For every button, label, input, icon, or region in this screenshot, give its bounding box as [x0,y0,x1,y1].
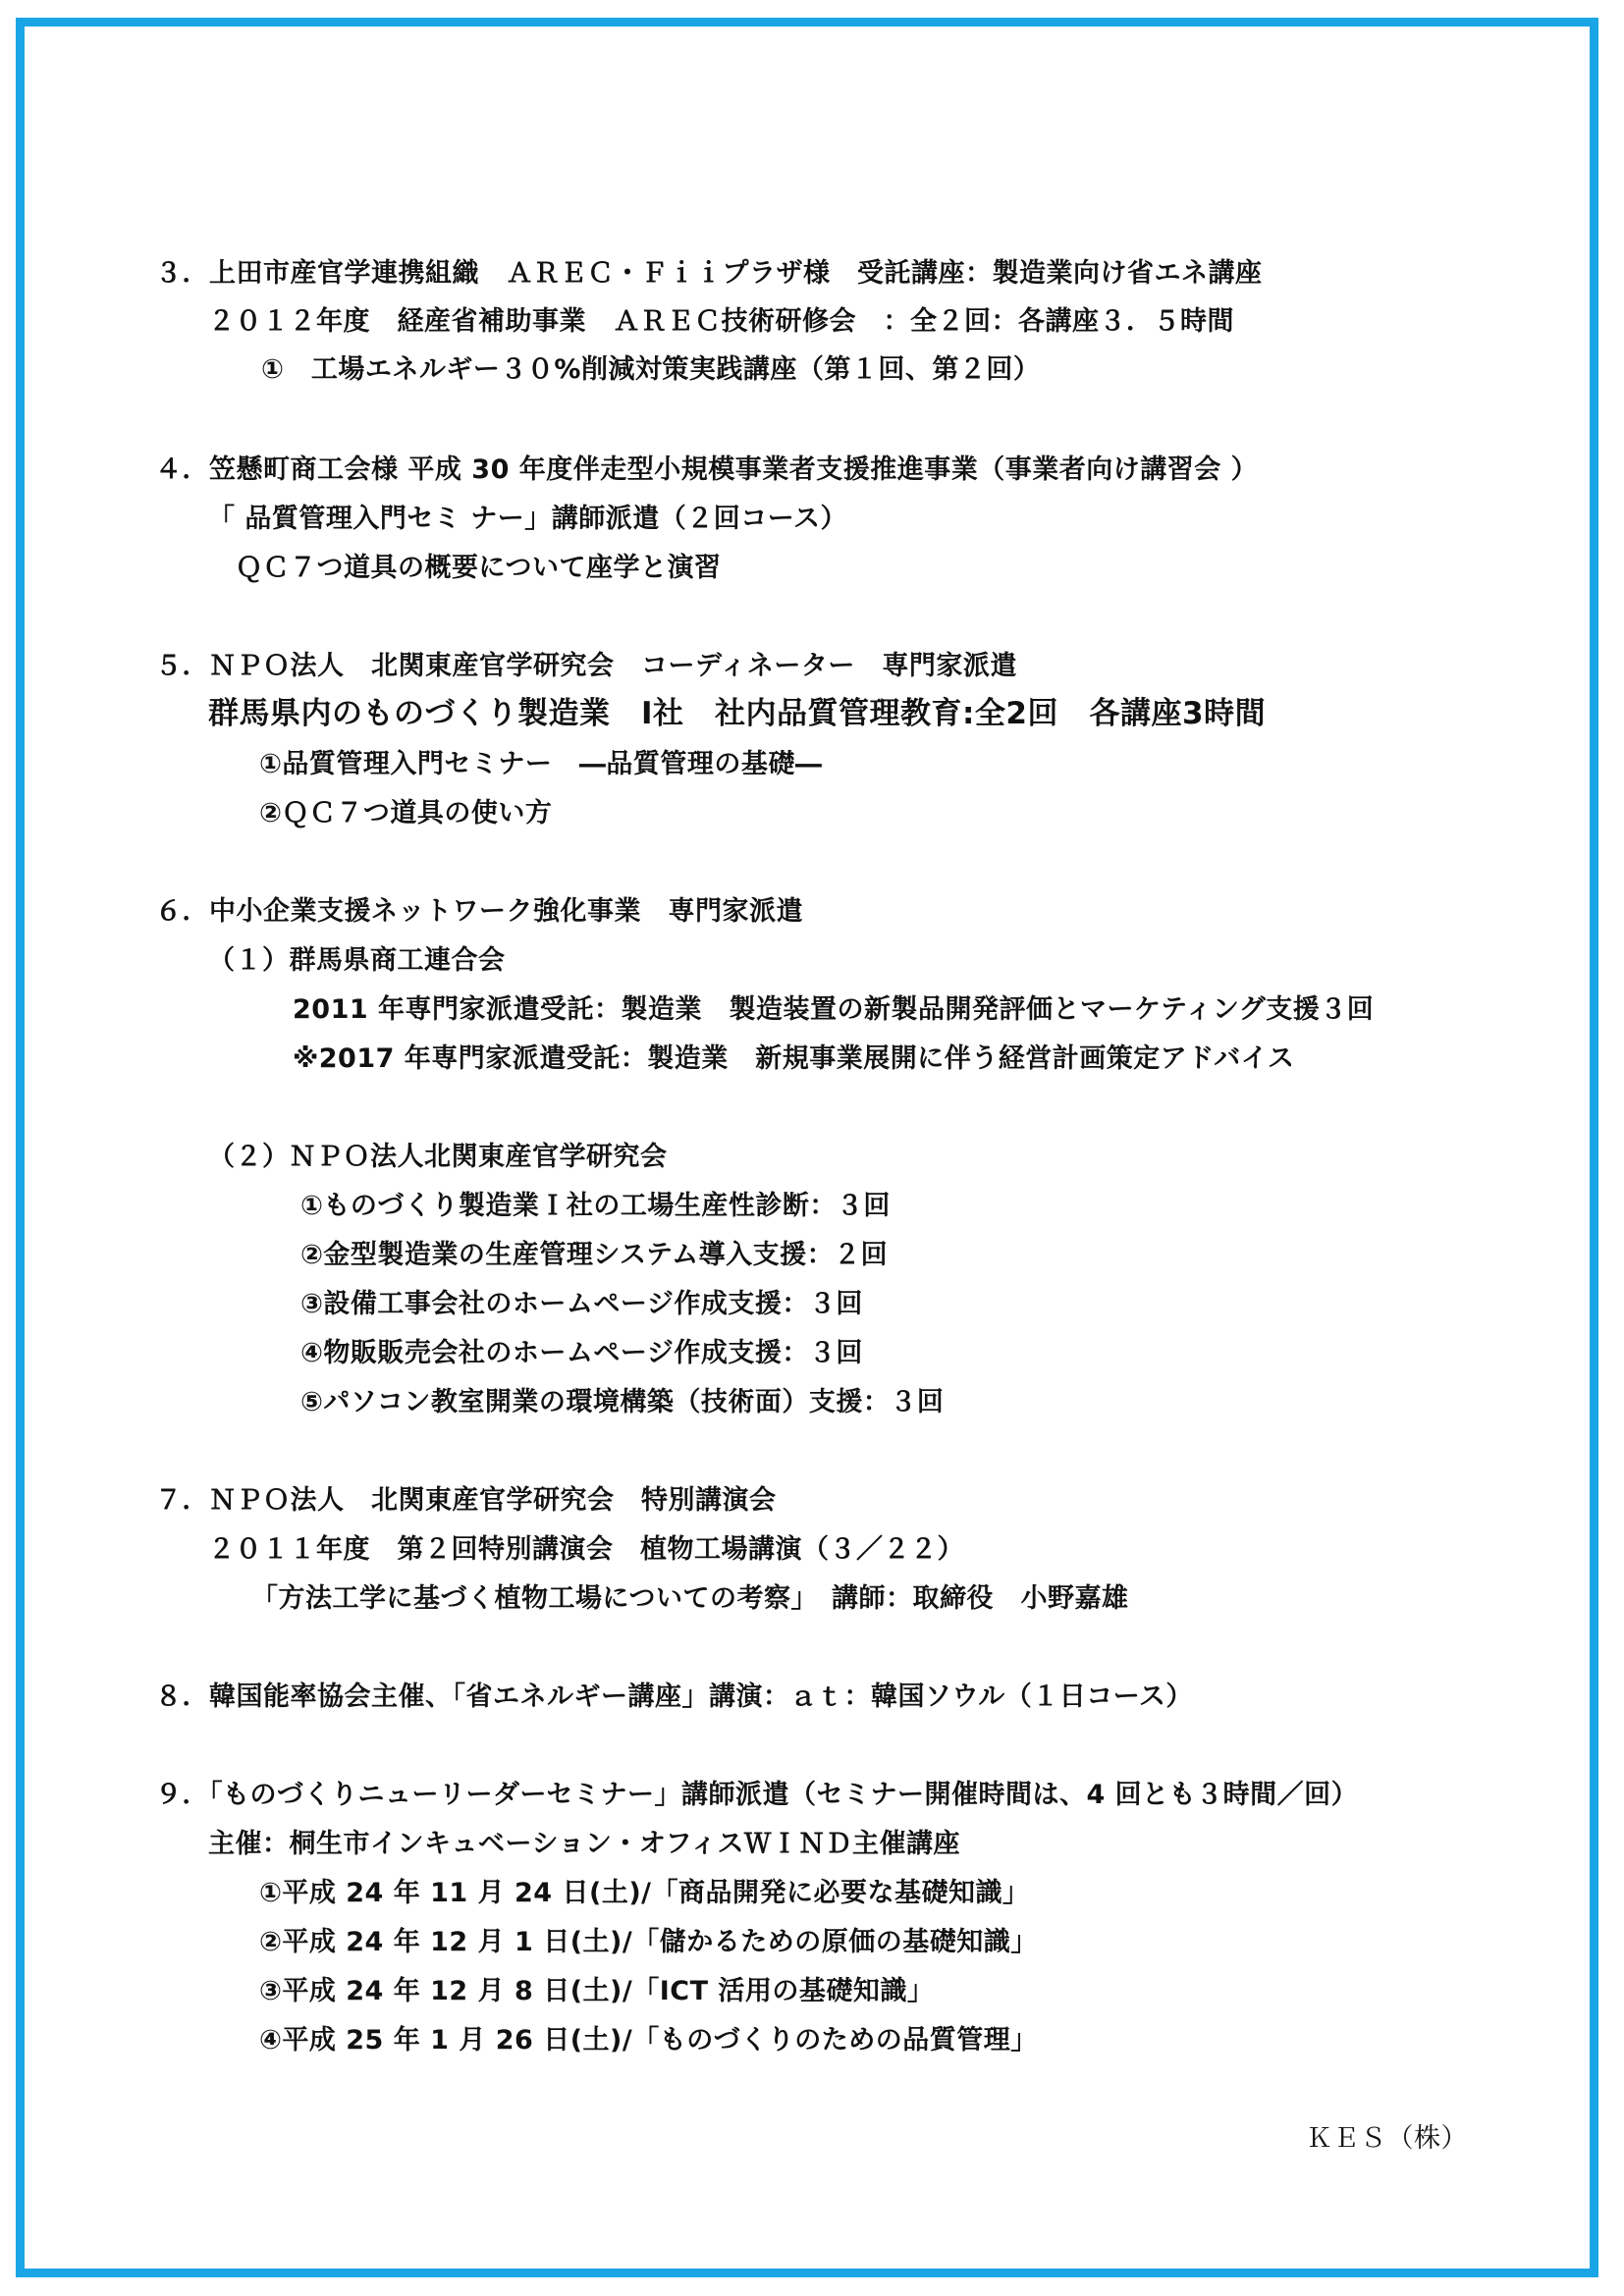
section-6-line: ※2017 年専門家派遣受託：製造業 新規事業展開に伴う経営計画策定アドバイス [293,1043,1295,1074]
section-3-heading: ３．上田市産官学連携組織 ＡＲＥＣ・Ｆｉｉプラザ様 受託講座：製造業向け省エネ講座 [155,258,1263,289]
section-5-line: 群馬県内のものづくり製造業 I社 社内品質管理教育:全2回 各講座3時間 [208,696,1267,731]
section-7-heading: ７．ＮＰＯ法人 北関東産官学研究会 特別講演会 [155,1485,777,1516]
section-7-line: 「方法工学に基づく植物工場についての考察」 講師：取締役 小野嘉雄 [251,1583,1129,1614]
section-6-line: 2011 年専門家派遣受託：製造業 製造装置の新製品開発評価とマーケティング支援３回 [293,994,1375,1025]
section-6-subheading: （２）ＮＰＯ法人北関東産官学研究会 [208,1142,668,1172]
section-6-line: ①ものづくり製造業Ｉ社の工場生産性診断：３回 [300,1191,891,1221]
section-9-line: ④平成 25 年 1 月 26 日(土)/「ものづくりのための品質管理」 [259,2025,1038,2056]
section-4-heading: ４．笠懸町商工会様 平成 30 年度伴走型小規模事業者支援推進事業（事業者向け講習会 ） [155,454,1259,485]
section-9-line: ②平成 24 年 12 月 1 日(土)/「儲かるための原価の基礎知識」 [259,1927,1038,1957]
section-3-line: ２０１２年度 経産省補助事業 ＡＲＥＣ技術研修会 ：全２回：各講座３．５時間 [208,306,1234,337]
section-6-line: ④物販販売会社のホームページ作成支援：３回 [300,1338,863,1368]
section-6-line: ⑤パソコン教室開業の環境構築（技術面）支援：３回 [300,1387,945,1417]
section-6-line: ②金型製造業の生産管理システム導入支援：２回 [300,1240,889,1270]
section-6-heading: ６．中小企業支援ネットワーク強化事業 専門家派遣 [155,896,803,927]
section-5-line: ②ＱＣ７つ道具の使い方 [259,798,553,828]
section-5-line: ①品質管理入門セミナー ―品質管理の基礎― [259,749,823,779]
section-9-heading: ９．「ものづくりニューリーダーセミナー」講師派遣（セミナー開催時間は、4 回とも３時間／回） [155,1780,1359,1810]
section-6-line: ③設備工事会社のホームページ作成支援：３回 [300,1289,863,1319]
section-4-line: ＱＣ７つ道具の概要について座学と演習 [236,553,722,583]
section-3-line: ① 工場エネルギー３０%削減対策実践講座（第１回、第２回） [261,354,1041,385]
section-5-heading: ５．ＮＰＯ法人 北関東産官学研究会 コーディネーター 専門家派遣 [155,651,1017,681]
section-4-line: 「 品質管理入門セミ ナー」講師派遣（２回コース） [208,504,847,534]
section-7-line: ２０１１年度 第２回特別講演会 植物工場講演（３／２２） [208,1534,964,1565]
section-6-subheading: （１）群馬県商工連合会 [208,945,506,976]
section-9-line: 主催：桐生市インキュベーション・オフィスＷＩＮＤ主催講座 [208,1829,960,1859]
section-9-line: ①平成 24 年 11 月 24 日(土)/「商品開発に必要な基礎知識」 [259,1878,1030,1908]
company-footer: ＫＥＳ（株） [1306,2123,1468,2154]
section-8-heading: ８．韓国能率協会主催、「省エネルギー講座」講演：ａｔ：韓国ソウル（１日コース） [155,1682,1193,1712]
section-9-line: ③平成 24 年 12 月 8 日(土)/「ICT 活用の基礎知識」 [259,1976,935,2006]
